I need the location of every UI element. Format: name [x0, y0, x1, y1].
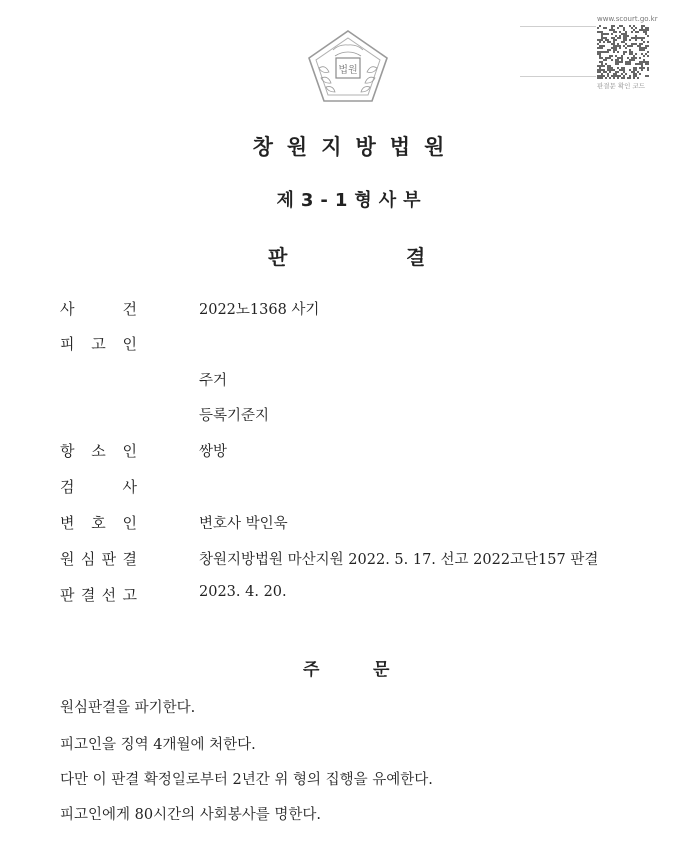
field-label-char: 결 [122, 550, 137, 568]
order-line: 다만 이 판결 확정일로부터 2년간 위 형의 집행을 유예한다. [60, 772, 433, 788]
order-line: 피고인을 징역 4개월에 처한다. [60, 737, 256, 753]
field-label-char: 인 [122, 335, 137, 353]
field-value: 변호사 박인욱 [199, 516, 288, 532]
field-label-char: 변 [60, 514, 75, 532]
field-value: 창원지방법원 마산지원 2022. 5. 17. 선고 2022고단157 판결 [199, 552, 599, 568]
field-label-char: 건 [122, 300, 137, 318]
field-label-char: 심 [80, 550, 96, 568]
field-label-char: 인 [122, 514, 137, 532]
field-label-char: 판 [60, 586, 75, 604]
emblem-seal-text: 법원 [338, 65, 358, 76]
document-type-left: 판 [268, 245, 288, 269]
field-label-char: 고 [91, 335, 106, 353]
field-label-char: 항 [60, 442, 75, 460]
field-label-char: 소 [91, 442, 106, 460]
field-label [60, 440, 137, 461]
field-label-char: 사 [60, 300, 75, 318]
field-value: 2022노1368 사기 [199, 302, 320, 318]
field-label-char: 호 [91, 514, 106, 532]
qr-divider [520, 26, 596, 27]
field-label-char: 검 [60, 478, 75, 496]
document-type-right: 결 [406, 245, 426, 269]
field-label-char: 인 [122, 442, 137, 460]
field-label [60, 476, 137, 497]
field-label-char: 피 [60, 335, 75, 353]
order-title-left: 주 [303, 660, 320, 680]
field-label-char: 결 [80, 586, 96, 604]
field-value: 쌍방 [199, 444, 228, 460]
qr-divider [520, 76, 596, 77]
field-value: 2023. 4. 20. [199, 584, 287, 600]
field-label [60, 584, 137, 605]
field-label-char: 사 [122, 478, 137, 496]
order-line: 원심판결을 파기한다. [60, 700, 196, 716]
court-emblem-icon [305, 28, 391, 104]
field-label-char: 판 [101, 550, 117, 568]
division-name: 제3-1형사부 [276, 190, 428, 211]
field-value: 주거 [199, 373, 228, 389]
field-value: 등록기준지 [199, 408, 270, 424]
field-label-char: 고 [122, 586, 137, 604]
field-label [60, 298, 137, 319]
field-label [60, 333, 137, 354]
field-label [60, 548, 137, 569]
order-line: 피고인에게 80시간의 사회봉사를 명한다. [60, 807, 321, 823]
qr-caption: 판결문 확인 코드 [597, 82, 646, 90]
qr-code-icon[interactable] [597, 25, 649, 79]
field-label [60, 512, 137, 533]
order-title-right: 문 [373, 660, 390, 680]
field-label-char: 원 [60, 550, 75, 568]
qr-url: www.scourt.go.kr [597, 15, 658, 23]
field-label-char: 선 [101, 586, 117, 604]
court-name: 창원지방법원 [252, 135, 459, 159]
